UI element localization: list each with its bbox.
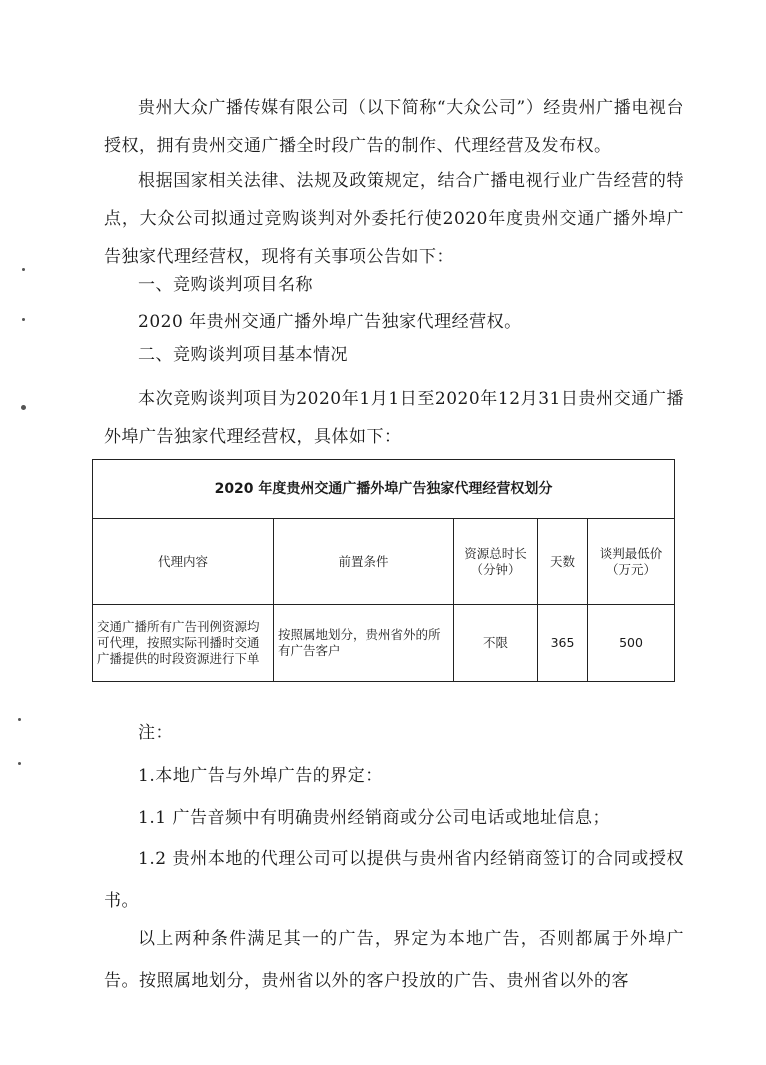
note-item-1-1: 1.1 广告音频中有明确贵州经销商或分公司电话或地址信息；: [138, 808, 610, 828]
header-duration: 资源总时长（分钟）: [454, 519, 538, 605]
header-min-price: 谈判最低价（万元）: [588, 519, 675, 605]
note-item-1: 1.本地广告与外埠广告的界定：: [138, 766, 383, 786]
header-days: 天数: [538, 519, 588, 605]
note-item-1-2: 1.2 贵州本地的代理公司可以提供与贵州省内经销商签订的合同或授权书。: [104, 849, 684, 911]
scan-speck: [21, 405, 26, 410]
scan-speck: [18, 762, 21, 765]
table-row: [93, 605, 675, 682]
scan-speck: [22, 268, 25, 271]
cell-condition: 按照属地划分，贵州省外的所有广告客户: [274, 605, 454, 682]
cell-days: 365: [538, 605, 588, 682]
section-2-body: 本次竞购谈判项目为2020年1月1日至2020年12月31日贵州交通广播外埠广告独家代理经营权，具体如下：: [104, 389, 684, 447]
intro-paragraph-2: 根据国家相关法律、法规及政策规定，结合广播电视行业广告经营的特点，大众公司拟通过竞购谈判对外委托行使2020年度贵州交通广播外埠广告独家代理经营权，现将有关事项公告如下：: [104, 171, 684, 267]
notes-closing-paragraph: 以上两种条件满足其一的广告，界定为本地广告，否则都属于外埠广告。按照属地划分，贵州省以外的客户投放的广告、贵州省以外的客: [104, 929, 684, 991]
cell-min-price: 500: [588, 605, 675, 682]
table-title: 2020 年度贵州交通广播外埠广告独家代理经营权划分: [93, 460, 675, 519]
table-header-row: [93, 519, 675, 605]
section-1-body: 2020 年贵州交通广播外埠广告独家代理经营权。: [138, 312, 522, 332]
notes-label: 注：: [138, 723, 173, 743]
intro-paragraph-1: 贵州大众广播传媒有限公司（以下简称“大众公司”）经贵州广播电视台授权，拥有贵州交通广播全时段广告的制作、代理经营及发布权。: [104, 98, 684, 156]
quota-table: [92, 459, 675, 682]
section-1-heading: 一、竞购谈判项目名称: [138, 275, 313, 295]
header-condition: 前置条件: [274, 519, 454, 605]
header-content: 代理内容: [93, 519, 274, 605]
section-2-heading: 二、竞购谈判项目基本情况: [138, 345, 348, 365]
cell-duration: 不限: [454, 605, 538, 682]
scan-speck: [18, 718, 21, 721]
cell-content: 交通广播所有广告刊例资源均可代理，按照实际刊播时交通广播提供的时段资源进行下单: [93, 605, 274, 682]
scan-speck: [22, 318, 25, 321]
